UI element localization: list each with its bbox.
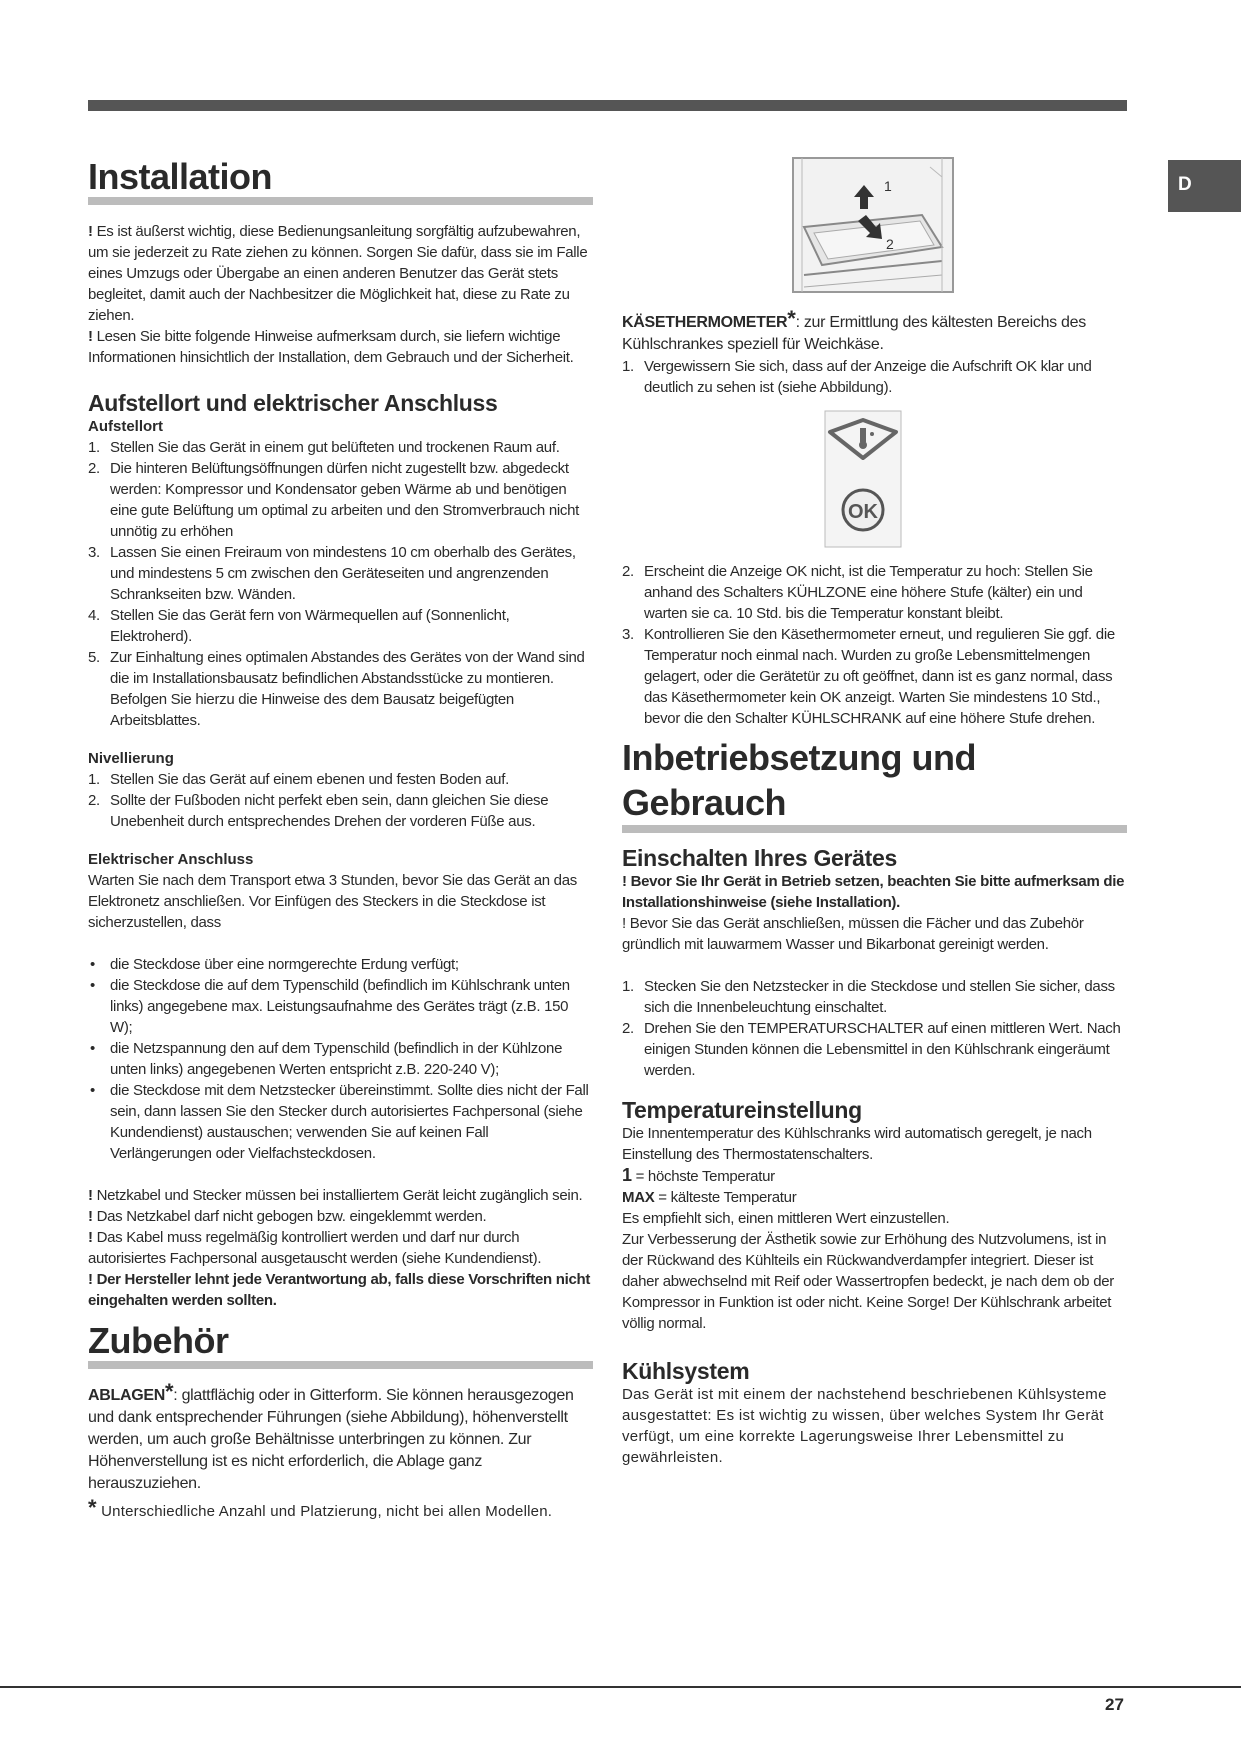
footer-rule — [0, 1686, 1241, 1688]
temperatur-heading: Temperatureinstellung — [622, 1097, 862, 1123]
elektrisch-note-2: ! Das Netzkabel darf nicht gebogen bzw. eingeklemmt werden. — [88, 1208, 487, 1225]
list-item: 2. Die hinteren Belüftungsöffnungen dürfen nicht zugestellt bzw. abgedeckt werden: Kompressor und Kondensator geben Wärme ab und benötigen eine gute Belüftung um optimal zu arbeiten und den Stromverbrauch nicht unnötig zu erhöhen — [88, 460, 579, 540]
einschalten-list — [622, 976, 1127, 1081]
ablagen-paragraph: ABLAGEN*: glattflächig oder in Gitterform. Sie können herausgezogen und dank entsprechender Führungen (siehe Abbildung), höhenverstellt werden, um auch große Behältnisse unterbringen zu können. Zur Höhenverstellung ist es nicht erforderlich, die Ablage ganz herauszuziehen. — [88, 1379, 574, 1492]
right-column — [622, 157, 1127, 1468]
einschalten-warning-2: ! Bevor Sie das Gerät anschließen, müssen die Fächer und das Zubehör gründlich mit lauwarmem Wasser und Bikarbonat gereinigt werden. — [622, 915, 1084, 953]
installation-intro-1: ! Es ist äußerst wichtig, diese Bedienungsanleitung sorgfältig aufzubewahren, um sie jederzeit zu Rate ziehen zu können. Sorgen Sie dafür, dass sie im Falle eines Umzugs oder Übergabe an einen anderen Benutzer das Gerät stets begleitet, damit auch der Nachbesitzer die Möglichkeit hat, diese zu Rate zu ziehen. — [88, 223, 588, 324]
list-item: 1. Stecken Sie den Netzstecker in die Steckdose und stellen Sie sicher, dass sich die Innenbeleuchtung einschaltet. — [622, 978, 1115, 1016]
list-item: • die Steckdose über eine normgerechte Erdung verfügt; — [90, 956, 459, 973]
list-item: 3. Lassen Sie einen Freiraum von mindestens 10 cm oberhalb des Gerätes, und mindestens 5 cm zwischen den Geräteseiten und angrenzenden Schrankseiten bzw. Wänden. — [88, 544, 576, 603]
kuehlsystem-text: Das Gerät ist mit einem der nachstehend beschriebenen Kühlsysteme ausgestattet: Es ist wichtig zu wissen, über welches System Ihr Gerät verfügt, um eine korrekte Lagerungsweise Ihrer Lebensmittel zu gewährleisten. — [622, 1386, 1107, 1466]
list-item: 1. Stellen Sie das Gerät in einem gut belüfteten und trockenen Raum auf. — [88, 439, 560, 456]
installation-title: Installation — [88, 157, 593, 205]
list-item: • die Steckdose die auf dem Typenschild (befindlich im Kühlschrank unten links) angegebene max. Leistungsaufnahme des Gerätes trägt (z.B. 150 W); — [90, 977, 570, 1036]
einschalten-heading: Einschalten Ihres Gerätes — [622, 845, 898, 871]
zubehoer-footnote: * Unterschiedliche Anzahl und Platzierung, nicht bei allen Modellen. — [88, 1495, 553, 1520]
elektrisch-bullets — [88, 954, 593, 1164]
aufstellort-heading: Aufstellort und elektrischer Anschluss — [88, 390, 498, 416]
left-column — [88, 157, 593, 1522]
temperatur-text-3: Zur Verbesserung der Ästhetik sowie zur Erhöhung des Nutzvolumens, ist in der Rückwand des Kühlteils ein Rückwandverdampfer integriert. Dieser ist daher abwechselnd mit Reif oder Wassertropfen bedeckt, je nach dem ob der Kompressor in Funktion ist oder nicht. Keine Sorge! Der Kühlschrank arbeitet völlig normal. — [622, 1231, 1114, 1332]
temperatur-text-2: Es empfiehlt sich, einen mittleren Wert einzustellen. — [622, 1210, 950, 1227]
cheese-thermometer-illustration — [824, 410, 902, 548]
kuehlsystem-heading: Kühlsystem — [622, 1358, 750, 1384]
zubehoer-title: Zubehör — [88, 1321, 593, 1369]
nivellierung-list — [88, 769, 593, 832]
list-item: 4. Stellen Sie das Gerät fern von Wärmequellen auf (Sonnenlicht, Elektroherd). — [88, 607, 510, 645]
elektrisch-note-1: ! Netzkabel und Stecker müssen bei installiertem Gerät leicht zugänglich sein. — [88, 1187, 583, 1204]
page-number: 27 — [1105, 1695, 1124, 1714]
list-item: 3. Kontrollieren Sie den Käsethermometer erneut, und regulieren Sie ggf. die Temperatur noch einmal nach. Wurden zu große Lebensmittelmengen gelagert, oder die Gerätetür zu oft geöffnet, dann ist es ganz normal, dass das Käsethermometer kein OK anzeigt. Warten Sie mindestens 10 Std., bevor die den Schalter KÜHLSCHRANK auf eine höhere Stufe drehen. — [622, 626, 1115, 727]
list-item: 1. Stellen Sie das Gerät auf einem ebenen und festen Boden auf. — [88, 771, 509, 788]
elektrisch-intro: Warten Sie nach dem Transport etwa 3 Stunden, bevor Sie das Gerät an das Elektronetz anschließen. Vor Einfügen des Steckers in die Steckdose ist sicherzustellen, dass — [88, 872, 577, 931]
aufstellort-subheading: Aufstellort — [88, 418, 163, 435]
ok-label: OK — [848, 501, 878, 523]
inbetrieb-title: Inbetriebsetzung und Gebrauch — [622, 735, 1127, 833]
figure-label-2: 2 — [886, 236, 894, 252]
einschalten-warning: ! Bevor Sie Ihr Gerät in Betrieb setzen, beachten Sie bitte aufmerksam die Installationshinweise (siehe Installation). — [622, 873, 1125, 911]
temperatur-text-1: Die Innentemperatur des Kühlschranks wird automatisch geregelt, je nach Einstellung des Thermostatenschalters. — [622, 1125, 1092, 1163]
list-item: 1. Vergewissern Sie sich, dass auf der Anzeige die Aufschrift OK klar und deutlich zu sehen ist (siehe Abbildung). — [622, 358, 1092, 396]
figure-label-1: 1 — [884, 178, 892, 194]
kaese-paragraph: KÄSETHERMOMETER*: zur Ermittlung des kältesten Bereichs des Kühlschrankes speziell für Weichkäse. — [622, 306, 1086, 353]
temperatur-max: MAX = kälteste Temperatur — [622, 1189, 797, 1206]
language-tab — [1168, 160, 1241, 212]
elektrisch-note-3: ! Das Kabel muss regelmäßig kontrolliert werden und darf nur durch autorisiertes Fachpersonal ausgetauscht werden (siehe Kundendienst). — [88, 1229, 542, 1267]
list-item: 2. Drehen Sie den TEMPERATURSCHALTER auf einen mittleren Wert. Nach einigen Stunden können die Lebensmittel in den Kühlschrank eingeräumt werden. — [622, 1020, 1121, 1079]
shelf-illustration — [792, 157, 954, 293]
kaese-list-2 — [622, 561, 1127, 729]
list-item: 2. Sollte der Fußboden nicht perfekt eben sein, dann gleichen Sie diese Unebenheit durch entsprechendes Drehen der vorderen Füße aus. — [88, 792, 549, 830]
list-item: 5. Zur Einhaltung eines optimalen Abstandes des Gerätes von der Wand sind die im Installationsbausatz befindlichen Abstandsstücke zu montieren. Befolgen Sie hierzu die Hinweise des dem Bausatz beigefügten Arbeitsblattes. — [88, 649, 585, 729]
list-item: 2. Erscheint die Anzeige OK nicht, ist die Temperatur zu hoch: Stellen Sie anhand des Schalters KÜHLZONE eine höhere Stufe (kälter) ein und warten sie ca. 10 Std. bis die Temperatur konstant bleibt. — [622, 563, 1093, 622]
installation-intro-2: ! Lesen Sie bitte folgende Hinweise aufmerksam durch, sie liefern wichtige Informationen hinsichtlich der Installation, dem Gebrauch und der Sicherheit. — [88, 328, 574, 366]
kaese-list-1 — [622, 356, 1127, 398]
list-item: • die Netzspannung den auf dem Typenschild (befindlich in der Kühlzone unten links) angegebenen Werten entspricht z.B. 220-240 V); — [90, 1040, 563, 1078]
language-tab-label: D — [1178, 174, 1192, 195]
list-item: • die Steckdose mit dem Netzstecker übereinstimmt. Sollte dies nicht der Fall sein, dann lassen Sie den Stecker durch autorisiertes Fachpersonal (siehe Kundendienst) austauschen; verwenden Sie auf keinen Fall Verlängerungen oder Vielfachsteckdosen. — [90, 1082, 589, 1162]
aufstellort-list — [88, 437, 593, 731]
nivellierung-heading: Nivellierung — [88, 750, 174, 767]
temperatur-one: 1 = höchste Temperatur — [622, 1165, 775, 1185]
elektrisch-heading: Elektrischer Anschluss — [88, 851, 254, 868]
header-rule — [88, 100, 1127, 111]
elektrisch-note-4: ! Der Hersteller lehnt jede Verantwortung ab, falls diese Vorschriften nicht eingehalten werden sollten. — [88, 1271, 591, 1309]
